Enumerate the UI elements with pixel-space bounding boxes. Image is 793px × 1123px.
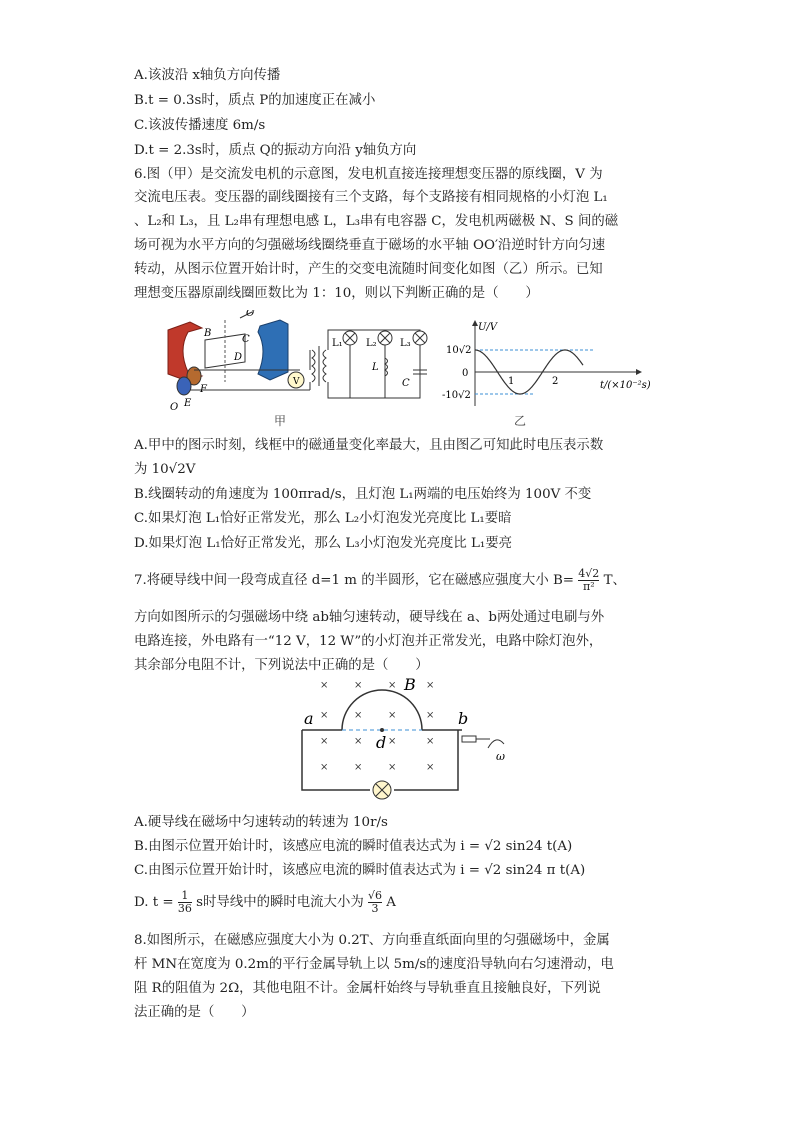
label-capacitor: C <box>402 378 410 389</box>
q6-stem-1: 6.图（甲）是交流发电机的示意图，发电机直接连接理想变压器的原线圈，V 为 <box>134 167 603 182</box>
svg-text:×: × <box>320 762 329 773</box>
figure-caption-jia: 甲 <box>274 414 287 428</box>
figure-caption-yi: 乙 <box>514 414 527 428</box>
q6-stem-5: 转动，从图示位置开始计时，产生的交变电流随时间变化如图（乙）所示。已知 <box>134 262 603 277</box>
q6-stem-3: 、L₂和 L₃，且 L₂串有理想电感 L，L₃串有电容器 C，发电机两磁极 N、S 间的磁 <box>134 214 619 229</box>
svg-text:×: × <box>388 736 397 747</box>
q5-option-b: B.t = 0.3s时，质点 P的加速度正在减小 <box>134 93 376 108</box>
q6-option-a-line1: A.甲中的图示时刻，线框中的磁通量变化率最大，且由图乙可知此时电压表示数 <box>134 438 604 453</box>
q7-stem-1-tail: T、 <box>603 573 626 588</box>
label-c: C <box>242 334 250 345</box>
label-b-point: b <box>458 709 469 728</box>
q5-option-c: C.该波传播速度 6m/s <box>134 118 266 133</box>
q6-option-c: C.如果灯泡 L₁恰好正常发光，那么 L₂小灯泡发光亮度比 L₁要暗 <box>134 511 512 526</box>
label-a: a <box>304 709 314 728</box>
svg-text:×: × <box>320 680 329 691</box>
q7-d-den2: 3 <box>371 902 379 915</box>
voltmeter-label: V <box>293 377 300 387</box>
label-o-prime: O′ <box>246 310 257 319</box>
svg-text:×: × <box>388 680 397 691</box>
graph-x1: 1 <box>508 376 515 387</box>
q7-d-num2: √6 <box>368 889 383 902</box>
q7-stem-1-text: 7.将硬导线中间一段弯成直径 d=1 m 的半圆形，它在磁感应强度大小 B= <box>134 573 575 588</box>
q6-stem-2: 交流电压表。变压器的副线圈接有三个支路，每个支路接有相同规格的小灯泡 L₁ <box>134 190 608 205</box>
q7-stem-4: 其余部分电阻不计，下列说法中正确的是（ ） <box>134 658 429 673</box>
label-l2: L₂ <box>366 338 377 349</box>
rotating-wire-figure <box>290 672 530 806</box>
q7-option-c: C.由图示位置开始计时，该感应电流的瞬时值表达式为 i = √2 sin24 π t(A) <box>134 863 586 878</box>
svg-text:×: × <box>426 762 435 773</box>
field-crosses <box>320 680 434 773</box>
label-b: B <box>204 328 212 339</box>
q7-b-frac-den: π² <box>582 580 595 593</box>
label-f: F <box>200 384 207 395</box>
label-o: O <box>170 402 179 413</box>
svg-text:×: × <box>426 736 435 747</box>
q6-option-d: D.如果灯泡 L₁恰好正常发光，那么 L₃小灯泡发光亮度比 L₁要亮 <box>134 536 513 551</box>
label-field-b: B <box>404 675 416 694</box>
q8-stem-4: 法正确的是（ ） <box>134 1005 255 1020</box>
q6-stem-4: 场可视为水平方向的匀强磁场线圈绕垂直于磁场的水平轴 OO′沿逆时针方向匀速 <box>134 238 606 253</box>
q6-option-a-line2: 为 10√2V <box>134 462 196 477</box>
q6-stem-6: 理想变压器原副线圈匝数比为 1：10，则以下判断正确的是（ ） <box>134 286 539 301</box>
label-l1: L₁ <box>332 338 343 349</box>
q8-stem-2: 杆 MN在宽度为 0.2m的平行金属导轨上以 5m/s的速度沿导轨向右匀速滑动，电 <box>134 957 614 972</box>
q8-stem-1: 8.如图所示，在磁感应强度大小为 0.2T、方向垂直纸面向里的匀强磁场中，金属 <box>134 933 610 948</box>
label-inductor: L <box>372 362 379 373</box>
q7-option-d-mid: s时导线中的瞬时电流大小为 <box>196 895 364 910</box>
graph-y-top: 10√2 <box>446 345 472 356</box>
voltage-graph <box>440 318 670 410</box>
q6-option-b: B.线圈转动的角速度为 100πrad/s，且灯泡 L₁两端的电压始终为 100V 不变 <box>134 487 592 502</box>
q8-stem-3: 阻 R的阻值为 2Ω，其他电阻不计。金属杆始终与导轨垂直且接触良好，下列说 <box>134 981 601 996</box>
label-d: D <box>234 352 243 363</box>
svg-text:×: × <box>354 736 363 747</box>
svg-text:×: × <box>354 710 363 721</box>
svg-text:×: × <box>320 710 329 721</box>
q7-stem-1 <box>134 568 626 593</box>
svg-text:×: × <box>354 680 363 691</box>
q7-d-den: 36 <box>177 902 192 915</box>
svg-text:×: × <box>354 762 363 773</box>
svg-text:×: × <box>388 762 397 773</box>
graph-xlabel: t/(×10⁻²s) <box>600 380 651 391</box>
q7-b-frac-num: 4√2 <box>578 567 600 580</box>
q7-option-d-tail: A <box>386 895 396 910</box>
label-omega: ω <box>496 750 505 763</box>
svg-text:×: × <box>388 710 397 721</box>
graph-x2: 2 <box>552 376 559 387</box>
label-l3: L₃ <box>400 338 411 349</box>
svg-text:×: × <box>426 710 435 721</box>
graph-y-bottom: -10√2 <box>442 390 471 401</box>
q5-option-d: D.t = 2.3s时，质点 Q的振动方向沿 y轴负方向 <box>134 143 417 158</box>
q7-option-b: B.由图示位置开始计时，该感应电流的瞬时值表达式为 i = √2 sin24 t(A) <box>134 839 573 854</box>
label-e: E <box>184 398 192 409</box>
q7-stem-2: 方向如图所示的匀强磁场中绕 ab轴匀速转动，硬导线在 a、b两处通过电刷与外 <box>134 610 605 625</box>
svg-text:×: × <box>426 680 435 691</box>
q7-option-d <box>134 890 396 915</box>
q7-option-a: A.硬导线在磁场中匀速转动的转速为 10r/s <box>134 815 388 830</box>
q5-option-a: A.该波沿 x轴负方向传播 <box>134 68 281 83</box>
q7-stem-3: 电路连接，外电路有一“12 V，12 W”的小灯泡并正常发光，电路中除灯泡外， <box>134 634 603 649</box>
graph-y-zero: 0 <box>462 368 469 379</box>
q7-d-num: 1 <box>178 890 192 903</box>
graph-ylabel: U/V <box>478 322 498 333</box>
svg-text:×: × <box>320 736 329 747</box>
label-d-diameter: d <box>376 733 387 752</box>
generator-figure <box>160 310 440 420</box>
q7-option-d-prefix: D. t = <box>134 895 174 910</box>
